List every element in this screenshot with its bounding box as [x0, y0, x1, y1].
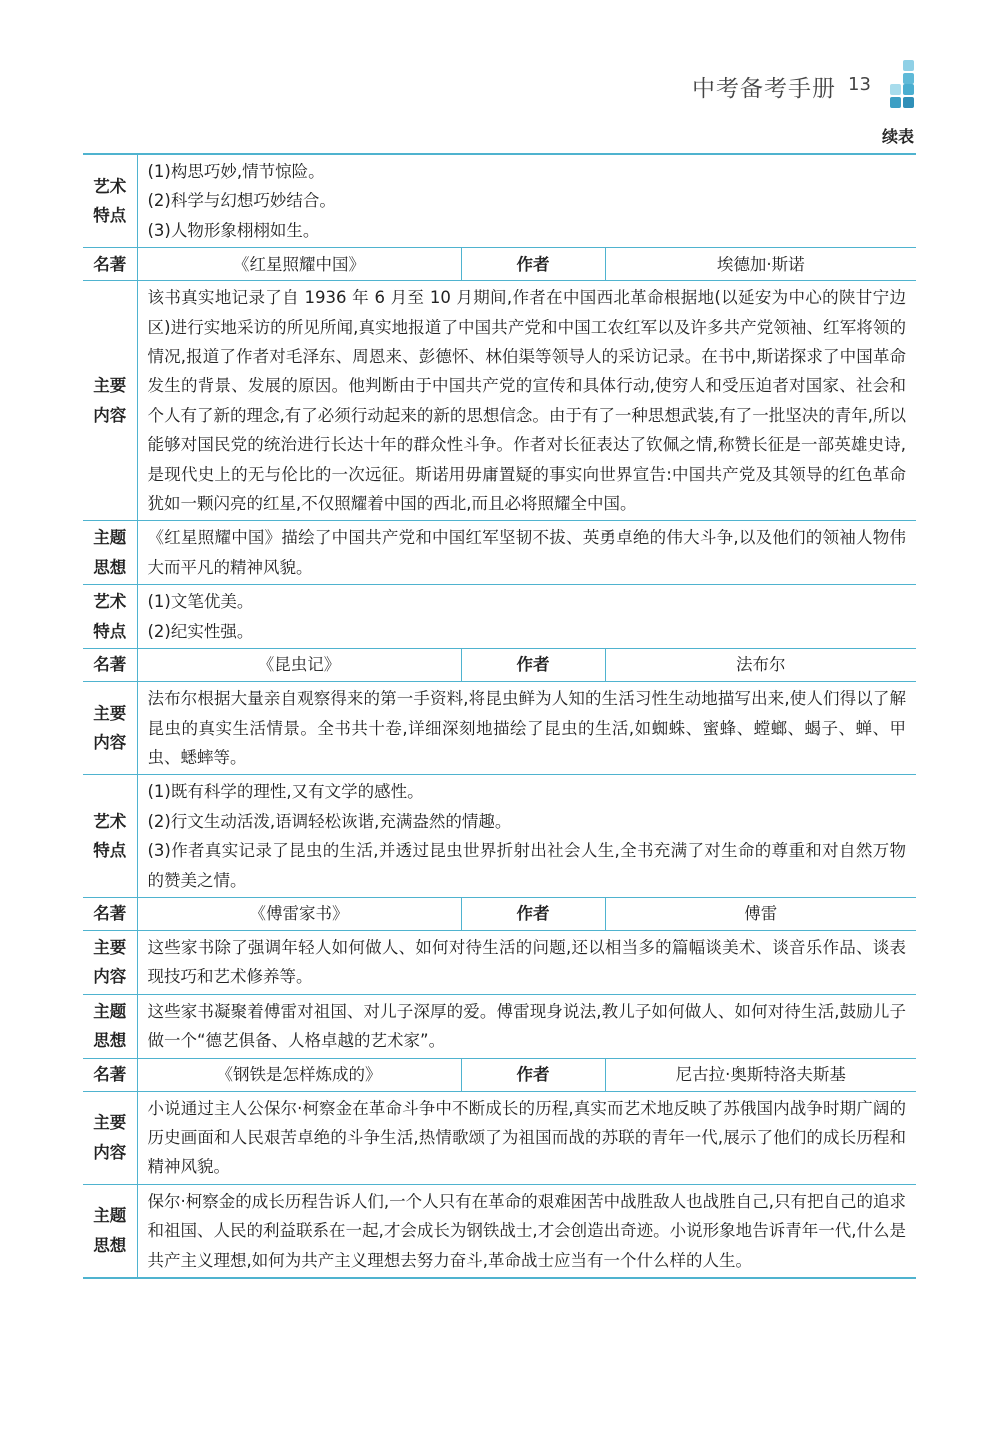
row-label-theme: 主题 思想 — [83, 1184, 137, 1278]
author-label: 作者 — [461, 1058, 605, 1091]
row-label-theme: 主题 思想 — [83, 521, 137, 585]
row-label-content: 主要 内容 — [83, 1091, 137, 1184]
theme-cell: 《红星照耀中国》描绘了中国共产党和中国红军坚韧不拔、英勇卓绝的伟大斗争,以及他们的领袖人物伟大而平凡的精神风貌。 — [137, 521, 916, 585]
book-author: 法布尔 — [605, 649, 916, 682]
author-label: 作者 — [461, 248, 605, 281]
table-row — [83, 649, 916, 682]
table-row — [83, 281, 916, 521]
table-row — [83, 1058, 916, 1091]
content-cell: 这些家书除了强调年轻人如何做人、如何对待生活的问题,还以相当多的篇幅谈美术、谈音乐作品、谈表现技巧和艺术修养等。 — [137, 930, 916, 994]
table-row — [83, 1184, 916, 1278]
row-label-theme: 主题 思想 — [83, 994, 137, 1058]
row-label-content: 主要 内容 — [83, 682, 137, 775]
decor-square — [890, 84, 901, 95]
row-label-name: 名著 — [83, 1058, 137, 1091]
row-label-art: 艺术 特点 — [83, 585, 137, 649]
table-row — [83, 930, 916, 994]
content-cell: 该书真实地记录了自 1936 年 6 月至 10 月期间,作者在中国西北革命根据地(以延安为中心的陕甘宁边区)进行实地采访的所见所闻,真实地报道了中国共产党和中国工农红军以及许多共产党领袖、红军将领的情况,报道了作者对毛泽东、周恩来、彭德怀、林伯渠等领导人的采访记录。在书中,斯诺探求了中国革命发生的背景、发展的原因。他判断由于中国共产党的宣传和具体行动,使穷人和受压迫者对国家、社会和个人有了新的理念,有了必须行动起来的新的思想信念。由于有了一种思想武装,有了一批坚决的青年,所以能够对国民党的统治进行长达十年的群众性斗争。作者对长征表达了钦佩之情,称赞长征是一部英雄史诗,是现代史上的无与伦比的一次远征。斯诺用毋庸置疑的事实向世界宣告:中国共产党及其领导的红色革命犹如一颗闪亮的红星,不仅照耀着中国的西北,而且必将照耀全中国。 — [137, 281, 916, 521]
page-number: 13 — [848, 74, 871, 95]
row-label-name: 名著 — [83, 649, 137, 682]
table-row — [83, 775, 916, 898]
art-features-cell: (1)既有科学的理性,又有文学的感性。 (2)行文生动活泼,语调轻松诙谐,充满盎然的情趣。 (3)作者真实记录了昆虫的生活,并透过昆虫世界折射出社会人生,全书充满了对生命的尊重和对自然万物的赞美之情。 — [137, 775, 916, 898]
decor-square — [890, 97, 901, 108]
art-features-cell: (1)构思巧妙,情节惊险。 (2)科学与幻想巧妙结合。 (3)人物形象栩栩如生。 — [137, 154, 916, 248]
book-title: 《红星照耀中国》 — [137, 248, 461, 281]
row-label-name: 名著 — [83, 897, 137, 930]
table-row — [83, 994, 916, 1058]
row-label-art: 艺术 特点 — [83, 775, 137, 898]
decor-square — [903, 84, 914, 95]
reading-guide-table — [83, 153, 916, 1279]
handbook-title: 中考备考手册 — [692, 76, 836, 102]
book-author: 傅雷 — [605, 897, 916, 930]
table-row — [83, 248, 916, 281]
row-label-art: 艺术 特点 — [83, 154, 137, 248]
author-label: 作者 — [461, 649, 605, 682]
row-label-content: 主要 内容 — [83, 281, 137, 521]
table-row — [83, 1091, 916, 1184]
theme-cell: 保尔·柯察金的成长历程告诉人们,一个人只有在革命的艰难困苦中战胜敌人也战胜自己,只有把自己的追求和祖国、人民的利益联系在一起,才会成长为钢铁战士,才会创造出奇迹。小说形象地告诉青年一代,什么是共产主义理想,如何为共产主义理想去努力奋斗,革命战士应当有一个什么样的人生。 — [137, 1184, 916, 1278]
book-title: 《昆虫记》 — [137, 649, 461, 682]
row-label-name: 名著 — [83, 248, 137, 281]
decor-square — [903, 60, 914, 71]
author-label: 作者 — [461, 897, 605, 930]
theme-cell: 这些家书凝聚着傅雷对祖国、对儿子深厚的爱。傅雷现身说法,教儿子如何做人、如何对待生活,鼓励儿子做一个“德艺俱备、人格卓越的艺术家”。 — [137, 994, 916, 1058]
art-features-cell: (1)文笔优美。 (2)纪实性强。 — [137, 585, 916, 649]
content-cell: 小说通过主人公保尔·柯察金在革命斗争中不断成长的历程,真实而艺术地反映了苏俄国内战争时期广阔的历史画面和人民艰苦卓绝的斗争生活,热情歌颂了为祖国而战的苏联的青年一代,展示了他们的成长历程和精神风貌。 — [137, 1091, 916, 1184]
book-title: 《钢铁是怎样炼成的》 — [137, 1058, 461, 1091]
table-row — [83, 897, 916, 930]
continued-label: 续表 — [881, 127, 914, 146]
book-author: 尼古拉·奥斯特洛夫斯基 — [605, 1058, 916, 1091]
table-row — [83, 585, 916, 649]
row-label-content: 主要 内容 — [83, 930, 137, 994]
table-row — [83, 154, 916, 248]
content-cell: 法布尔根据大量亲自观察得来的第一手资料,将昆虫鲜为人知的生活习性生动地描写出来,使人们得以了解昆虫的真实生活情景。全书共十卷,详细深刻地描绘了昆虫的生活,如蜘蛛、蜜蜂、螳螂、蝎子、蝉、甲虫、蟋蟀等。 — [137, 682, 916, 775]
book-author: 埃德加·斯诺 — [605, 248, 916, 281]
table-row — [83, 521, 916, 585]
decor-square — [903, 97, 914, 108]
table-row — [83, 682, 916, 775]
decor-square — [903, 73, 914, 84]
book-title: 《傅雷家书》 — [137, 897, 461, 930]
